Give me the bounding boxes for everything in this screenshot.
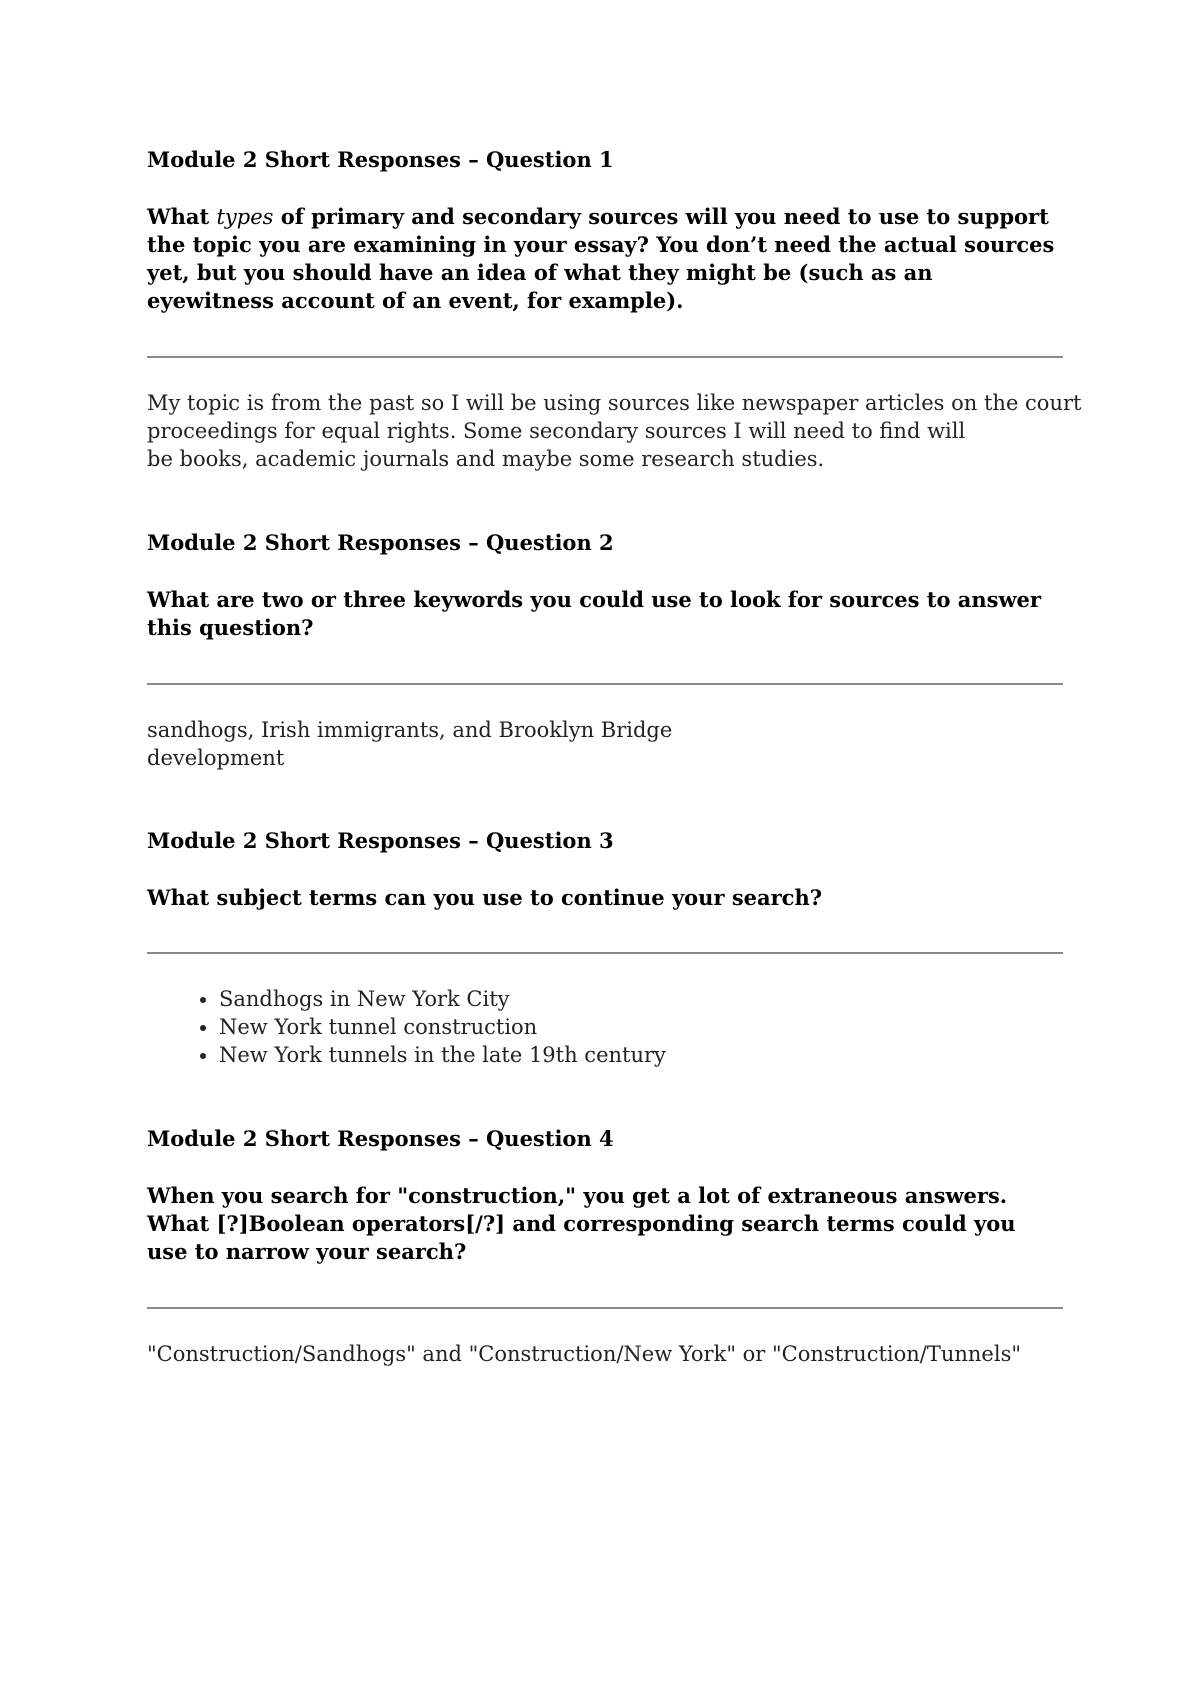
answer-1-line: be books, academic journals and maybe some research studies. bbox=[147, 447, 825, 471]
answer-2-line: sandhogs, Irish immigrants, and Brooklyn Bridge bbox=[147, 718, 673, 742]
answer-1-text bbox=[147, 389, 1081, 473]
answer-1-line: My topic is from the past so I will be using sources like newspaper articles on the court bbox=[147, 391, 1082, 415]
question-4-prompt: When you search for "construction," you get a lot of extraneous answers. What [?]Boolean operators[/?] and corresponding search terms could you use to narrow your search? bbox=[147, 1183, 1016, 1264]
question-1-prompt-emphasis: types bbox=[216, 205, 274, 229]
answer-2-line: development bbox=[147, 746, 285, 770]
list-item: • New York tunnel construction bbox=[219, 1013, 666, 1041]
question-3-heading: Module 2 Short Responses – Question 3 bbox=[147, 828, 614, 853]
question-2-heading: Module 2 Short Responses – Question 2 bbox=[147, 530, 614, 555]
answer-4-line: "Construction/Sandhogs" and "Construction/New York" or "Construction/Tunnels" bbox=[147, 1342, 1022, 1366]
answer-4-text bbox=[147, 1340, 1021, 1368]
list-item: • New York tunnels in the late 19th century bbox=[219, 1041, 666, 1069]
question-1-prompt-part-2: of primary and secondary sources will you need to use to support the topic you are examining in your essay? You don’t need the actual sources yet, but you should have an idea of what they might be (such as an eyewitness account of an event, for example). bbox=[147, 204, 1055, 313]
answer-2-text bbox=[147, 716, 672, 772]
answer-1-divider bbox=[147, 356, 1063, 358]
question-3-prompt: What subject terms can you use to continue your search? bbox=[147, 885, 823, 910]
question-1-prompt-part-1: What bbox=[147, 204, 217, 229]
question-1-heading: Module 2 Short Responses – Question 1 bbox=[147, 147, 614, 172]
list-item: • Sandhogs in New York City bbox=[219, 985, 666, 1013]
answer-1-line: proceedings for equal rights. Some secondary sources I will need to find will bbox=[147, 419, 966, 443]
answer-3-divider bbox=[147, 952, 1063, 954]
answer-2-divider bbox=[147, 683, 1063, 685]
answer-3-list bbox=[147, 985, 666, 1069]
question-1-prompt bbox=[147, 203, 1063, 315]
question-4-heading: Module 2 Short Responses – Question 4 bbox=[147, 1126, 614, 1151]
answer-4-divider bbox=[147, 1307, 1063, 1309]
question-2-prompt: What are two or three keywords you could use to look for sources to answer this question? bbox=[147, 587, 1041, 640]
